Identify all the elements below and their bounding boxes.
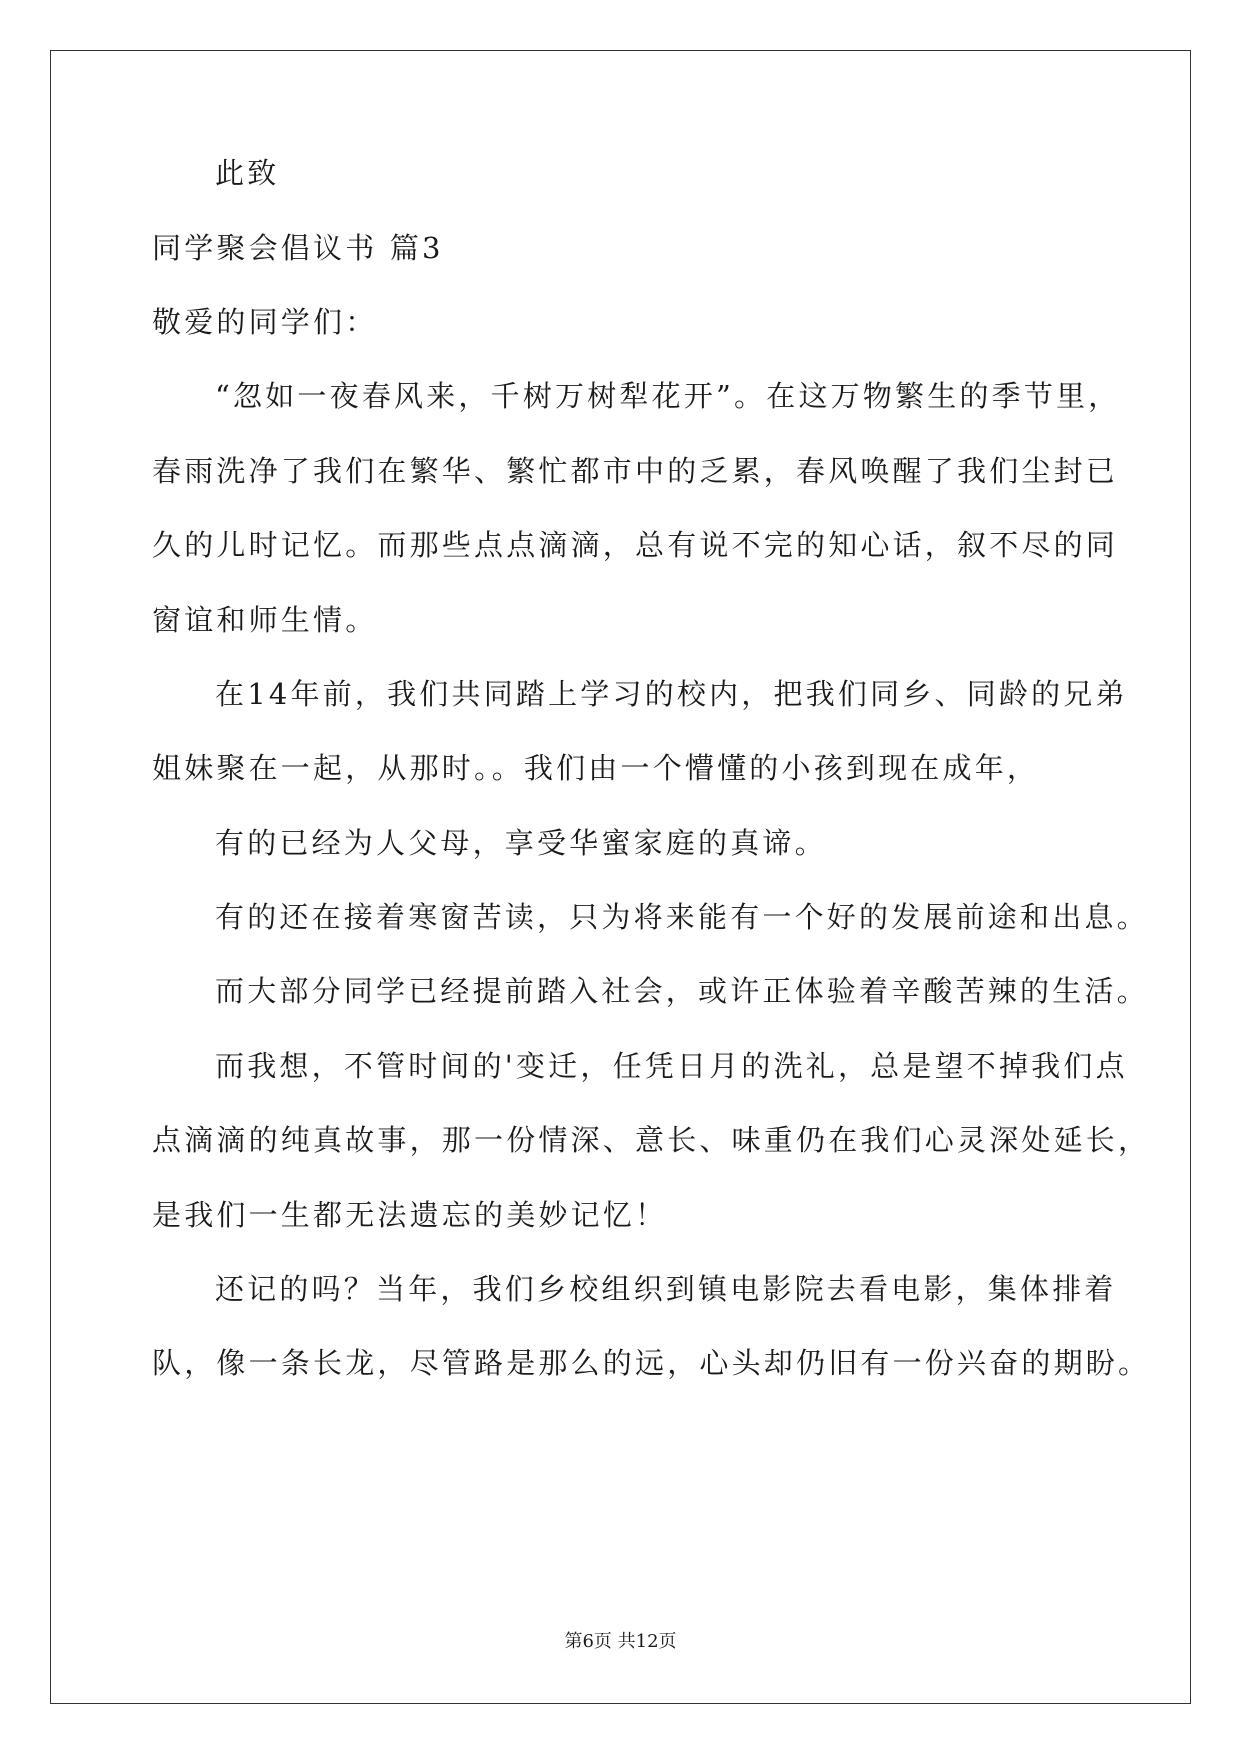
paragraph-line: 点滴滴的纯真故事，那一份情深、意长、味重仍在我们心灵深处延长， xyxy=(152,1123,1151,1157)
page-number-footer: 第6页 共12页 xyxy=(564,1631,677,1652)
greeting: 敬爱的同学们： xyxy=(152,305,378,339)
page-frame xyxy=(50,50,1191,1704)
paragraph-line: 有的还在接着寒窗苦读，只为将来能有一个好的发展前途和出息。 xyxy=(215,900,1149,934)
paragraph-line: 还记的吗？当年，我们乡校组织到镇电影院去看电影，集体排着 xyxy=(215,1272,1117,1306)
paragraph-line: 有的已经为人父母，享受华蜜家庭的真谛。 xyxy=(215,826,827,860)
paragraph-line: 春雨洗净了我们在繁华、繁忙都市中的乏累，春风唤醒了我们尘封已 xyxy=(152,454,1119,488)
paragraph-line: 久的儿时记忆。而那些点点滴滴，总有说不完的知心话，叙不尽的同 xyxy=(152,528,1119,562)
paragraph-line: 窗谊和师生情。 xyxy=(152,603,378,637)
paragraph-line: 在14年前，我们共同踏上学习的校内，把我们同乡、同龄的兄弟 xyxy=(215,677,1128,711)
paragraph-line: “忽如一夜春风来，千树万树犁花开”。在这万物繁生的季节里， xyxy=(215,379,1121,413)
section-title: 同学聚会倡议书 篇3 xyxy=(152,231,444,265)
paragraph-line: 而我想，不管时间的'变迁，任凭日月的洗礼，总是望不掉我们点 xyxy=(215,1049,1128,1083)
paragraph-line: 是我们一生都无法遗忘的美妙记忆！ xyxy=(152,1198,668,1232)
paragraph-line: 队，像一条长龙，尽管路是那么的远，心头却仍旧有一份兴奋的期盼。 xyxy=(152,1346,1151,1380)
paragraph-line: 姐妹聚在一起，从那时。。我们由一个懵懂的小孩到现在成年， xyxy=(152,751,1040,785)
closing-salutation: 此致 xyxy=(215,156,280,190)
paragraph-line: 而大部分同学已经提前踏入社会，或许正体验着辛酸苦辣的生活。 xyxy=(215,974,1149,1008)
